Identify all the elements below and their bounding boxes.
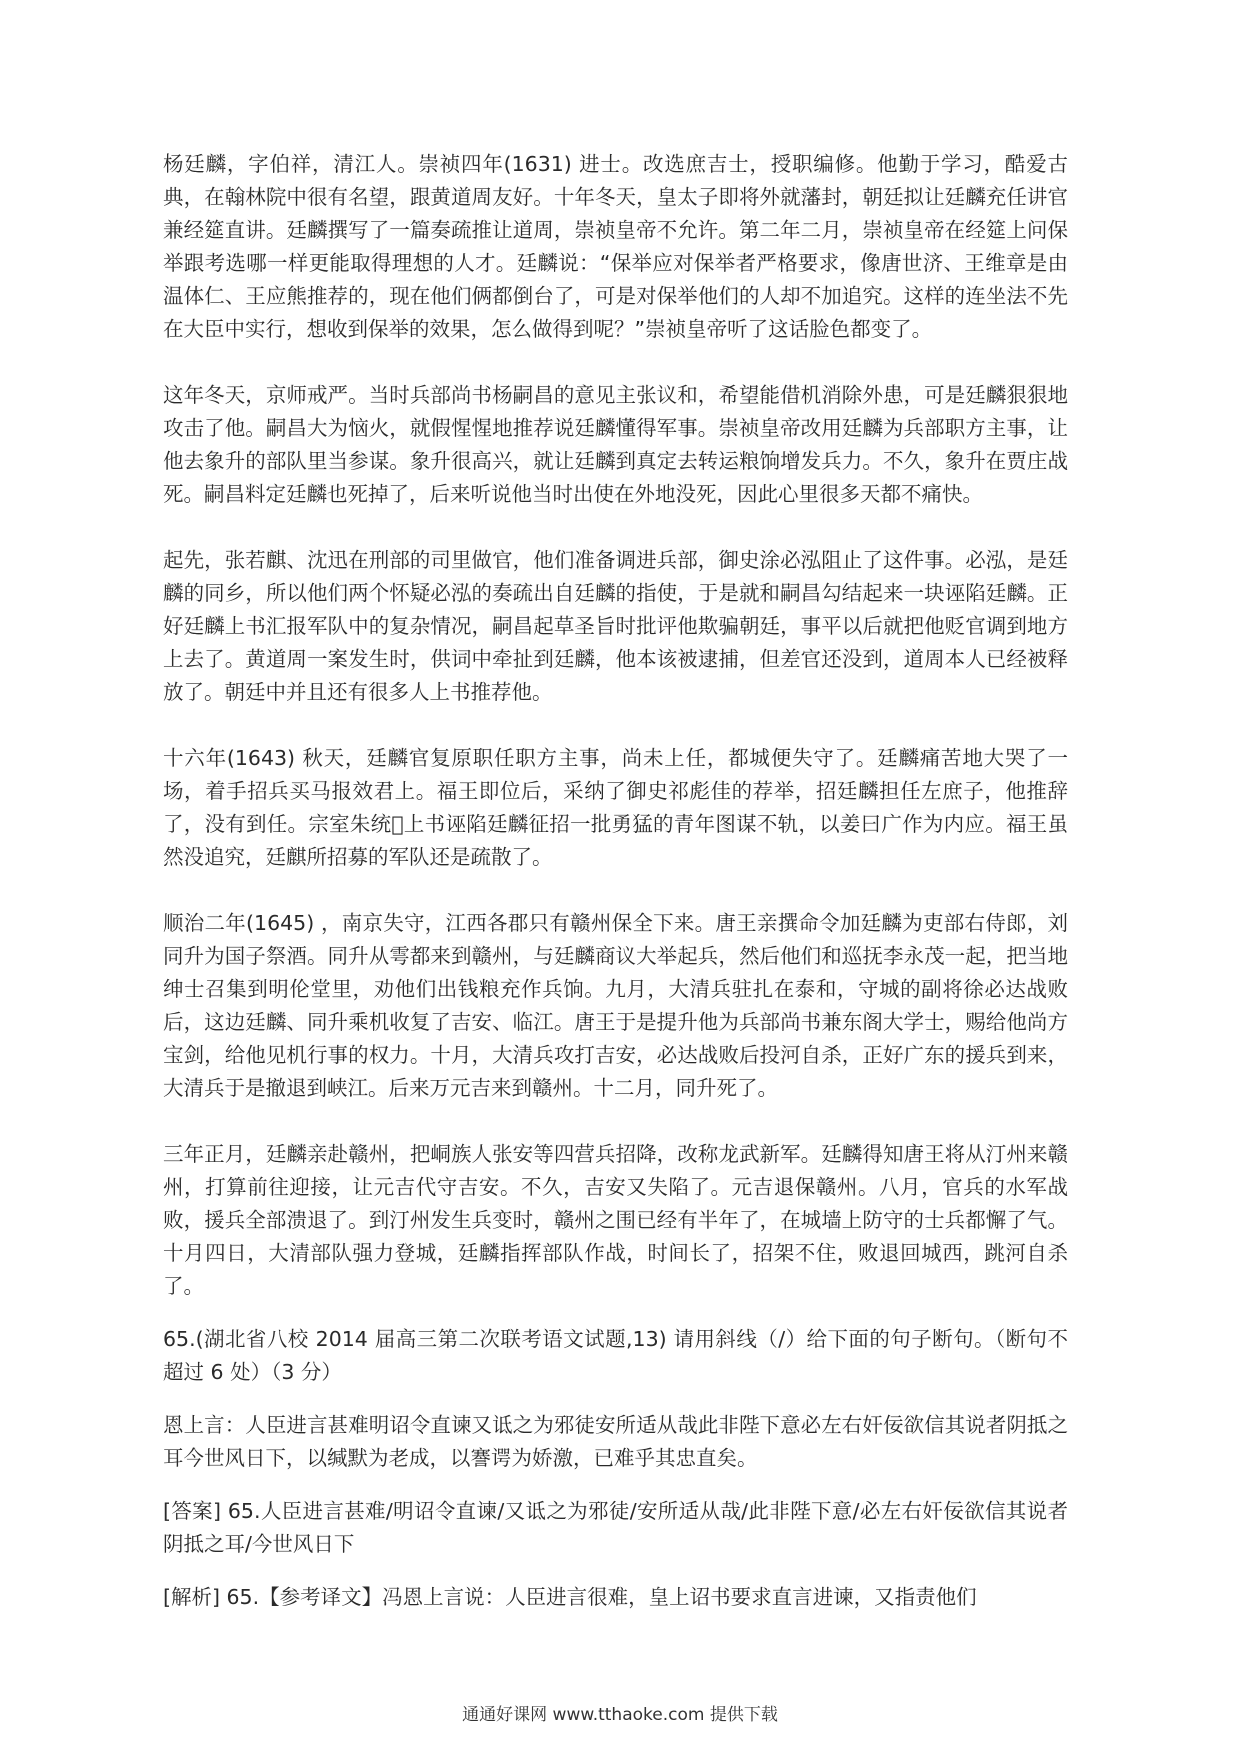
document-body — [163, 148, 1068, 1614]
paragraph-6: 三年正月，廷麟亲赴赣州，把峒族人张安等四营兵招降，改称龙武新军。廷麟得知唐王将从汀州来赣州，打算前往迎接，让元吉代守吉安。不久，吉安又失陷了。元吉退保赣州。八月，官兵的水军战败，援兵全部溃退了。到汀州发生兵变时，赣州之围已经有半年了，在城墙上防守的士兵都懈了气。十月四日，大清部队强力登城，廷麟指挥部队作战，时间长了，招架不住，败退回城西，跳河自杀了。 — [163, 1142, 1068, 1298]
analysis-text: [解析] 65.【参考译文】冯恩上言说：人臣进言很难，皇上诏书要求直言进谏，又指责他们 — [163, 1585, 977, 1609]
question-prompt: 65.(湖北省八校 2014 届高三第二次联考语文试题,13) 请用斜线（/）给下面的句子断句。（断句不超过 6 处）（3 分） — [163, 1327, 1068, 1384]
answer-text: [答案] 65.人臣进言甚难/明诏令直谏/又诋之为邪徒/安所适从哉/此非陛下意/必左右奸佞欲信其说者阴抵之耳/今世风日下 — [163, 1499, 1068, 1556]
page-footer: 通通好课网 www.tthaoke.com 提供下载 — [462, 1705, 778, 1725]
paragraph-5: 顺治二年(1645) ，南京失守，江西各郡只有赣州保全下来。唐王亲撰命令加廷麟为吏部右侍郎，刘同升为国子祭酒。同升从雩都来到赣州，与廷麟商议大举起兵，然后他们和巡抚李永茂一起，把当地绅士召集到明伦堂里，劝他们出钱粮充作兵饷。九月，大清兵驻扎在泰和，守城的副将徐必达战败后，这边廷麟、同升乘机收复了吉安、临江。唐王于是提升他为兵部尚书兼东阁大学士，赐给他尚方宝剑，给他见机行事的权力。十月，大清兵攻打吉安，必达战败后投河自杀，正好广东的援兵到来，大清兵于是撤退到峡江。后来万元吉来到赣州。十二月，同升死了。 — [163, 911, 1068, 1100]
paragraph-4: 十六年(1643) 秋天，廷麟官复原职任职方主事，尚未上任，都城便失守了。廷麟痛苦地大哭了一场，着手招兵买马报效君上。福王即位后，采纳了御史祁彪佳的荐举，招廷麟担任左庶子，他推辞了，没有到任。宗室朱统𨨗上书诬陷廷麟征招一批勇猛的青年图谋不轨，以姜曰广作为内应。福王虽然没追究，廷麒所招募的军队还是疏散了。 — [163, 746, 1068, 869]
paragraph-1: 杨廷麟，字伯祥，清江人。崇祯四年(1631) 进士。改选庶吉士，授职编修。他勤于学习，酷爱古典，在翰林院中很有名望，跟黄道周友好。十年冬天，皇太子即将外就藩封，朝廷拟让廷麟充任讲官兼经筵直讲。廷麟撰写了一篇奏疏推让道周，崇祯皇帝不允许。第二年二月，崇祯皇帝在经筵上问保举跟考选哪一样更能取得理想的人才。廷麟说：“保举应对保举者严格要求，像唐世济、王维章是由温体仁、王应熊推荐的，现在他们俩都倒台了，可是对保举他们的人却不加追究。这样的连坐法不先在大臣中实行，想收到保举的效果，怎么做得到呢？”崇祯皇帝听了这话脸色都变了。 — [163, 152, 1068, 341]
paragraph-3: 起先，张若麒、沈迅在刑部的司里做官，他们准备调进兵部，御史涂必泓阻止了这件事。必泓，是廷麟的同乡，所以他们两个怀疑必泓的奏疏出自廷麟的指使，于是就和嗣昌勾结起来一块诬陷廷麟。正好廷麟上书汇报军队中的复杂情况，嗣昌起草圣旨时批评他欺骗朝廷，事平以后就把他贬官调到地方上去了。黄道周一案发生时，供词中牵扯到廷麟，他本该被逮捕，但差官还没到，道周本人已经被释放了。朝廷中并且还有很多人上书推荐他。 — [163, 548, 1068, 704]
question-passage: 恩上言：人臣进言甚难明诏令直谏又诋之为邪徒安所适从哉此非陛下意必左右奸佞欲信其说者阴抵之耳今世风日下，以缄默为老成，以謇谔为娇激，已难乎其忠直矣。 — [163, 1413, 1068, 1470]
paragraph-2: 这年冬天，京师戒严。当时兵部尚书杨嗣昌的意见主张议和，希望能借机消除外患，可是廷麟狠狠地攻击了他。嗣昌大为恼火，就假惺惺地推荐说廷麟懂得军事。崇祯皇帝改用廷麟为兵部职方主事，让他去象升的部队里当参谋。象升很高兴，就让廷麟到真定去转运粮饷增发兵力。不久，象升在贾庄战死。嗣昌料定廷麟也死掉了，后来听说他当时出使在外地没死，因此心里很多天都不痛快。 — [163, 383, 1068, 506]
